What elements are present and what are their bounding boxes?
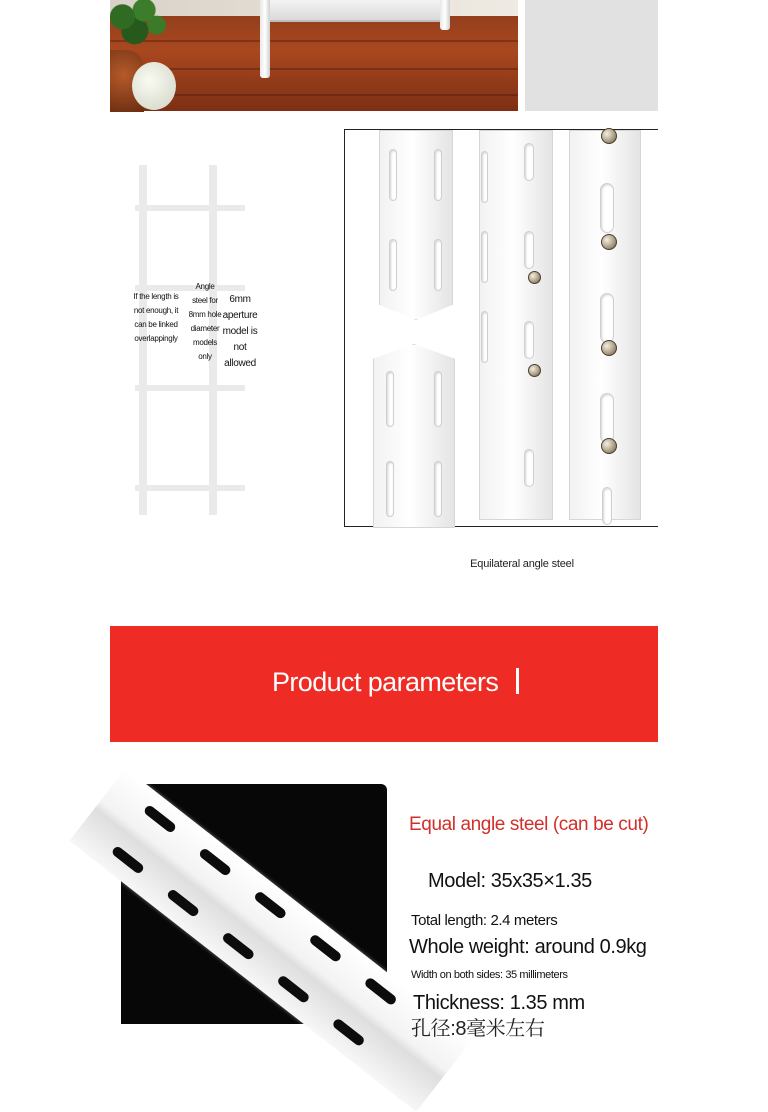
slot-hole — [524, 231, 534, 269]
slot-hole — [434, 371, 442, 427]
plant-saucer — [132, 62, 176, 110]
bolt-icon — [528, 364, 541, 377]
slot-hole — [363, 976, 398, 1006]
bolt-icon — [601, 438, 617, 454]
slot-hole — [481, 311, 488, 363]
slot-hole — [389, 149, 397, 201]
bolt-icon — [528, 271, 541, 284]
angle-models-note: Angle steel for 8mm hole diameter models only — [188, 282, 222, 361]
slot-hole — [143, 804, 178, 834]
slot-hole — [434, 149, 442, 201]
spec-heading: Equal angle steel (can be cut) — [409, 814, 649, 835]
plant-leaves — [110, 0, 172, 56]
slot-hole — [524, 321, 534, 359]
slot-hole — [276, 974, 311, 1004]
banner-accent-bar — [516, 668, 519, 694]
slot-hole — [602, 487, 612, 525]
slot-hole — [198, 847, 233, 877]
slot-hole — [331, 1017, 366, 1047]
slot-hole — [308, 933, 343, 963]
shelf-leg — [440, 0, 450, 30]
slot-hole — [524, 143, 534, 181]
shelf-room-photo — [110, 0, 518, 111]
slot-hole — [600, 393, 614, 443]
spec-model: Model: 35x35×1.35 — [428, 870, 592, 892]
spec-hole-diameter: 孔径:8毫米左右 — [411, 1018, 545, 1040]
shelf-rail — [135, 485, 245, 491]
angle-steel-bar — [379, 130, 453, 320]
bolt-icon — [601, 340, 617, 356]
slot-hole — [221, 931, 256, 961]
slot-hole — [386, 371, 394, 427]
slot-hole — [481, 231, 488, 283]
angle-steel-bar — [479, 130, 553, 520]
slot-hole — [524, 449, 534, 487]
shelf-rail — [135, 205, 245, 211]
angle-steel-bar — [373, 344, 455, 528]
banner-title: Product parameters — [272, 667, 499, 697]
slot-hole — [481, 151, 488, 203]
aperture-note: 6mm aperture model is not allowed — [222, 294, 258, 369]
angle-steel-photo — [344, 129, 658, 527]
angle-steel-bar — [569, 130, 641, 520]
spec-thickness: Thickness: 1.35 mm — [413, 992, 585, 1014]
overlap-note: If the length is not enough, it can be linked overlappingly — [133, 292, 179, 343]
angle-steel-product-photo — [121, 784, 387, 1024]
slot-hole — [600, 293, 614, 343]
slot-hole — [434, 239, 442, 291]
slot-hole — [600, 183, 614, 233]
bolt-icon — [601, 128, 617, 144]
steel-caption: Equilateral angle steel — [470, 558, 574, 570]
slot-hole — [434, 461, 442, 517]
spec-whole-weight: Whole weight: around 0.9kg — [409, 936, 647, 958]
slot-hole — [253, 890, 288, 920]
slot-hole — [389, 239, 397, 291]
slot-hole — [166, 888, 201, 918]
bolt-icon — [601, 234, 617, 250]
shelf-leg — [260, 0, 270, 78]
parameters-banner — [110, 626, 658, 742]
shelf-rail — [135, 385, 245, 391]
shelf-bottom-tier — [260, 0, 448, 22]
floor-plank-line — [110, 68, 518, 70]
slot-hole — [386, 461, 394, 517]
slot-hole — [111, 845, 146, 875]
spec-total-length: Total length: 2.4 meters — [411, 912, 558, 929]
gray-panel — [525, 0, 658, 111]
spec-width: Width on both sides: 35 millimeters — [411, 969, 568, 981]
